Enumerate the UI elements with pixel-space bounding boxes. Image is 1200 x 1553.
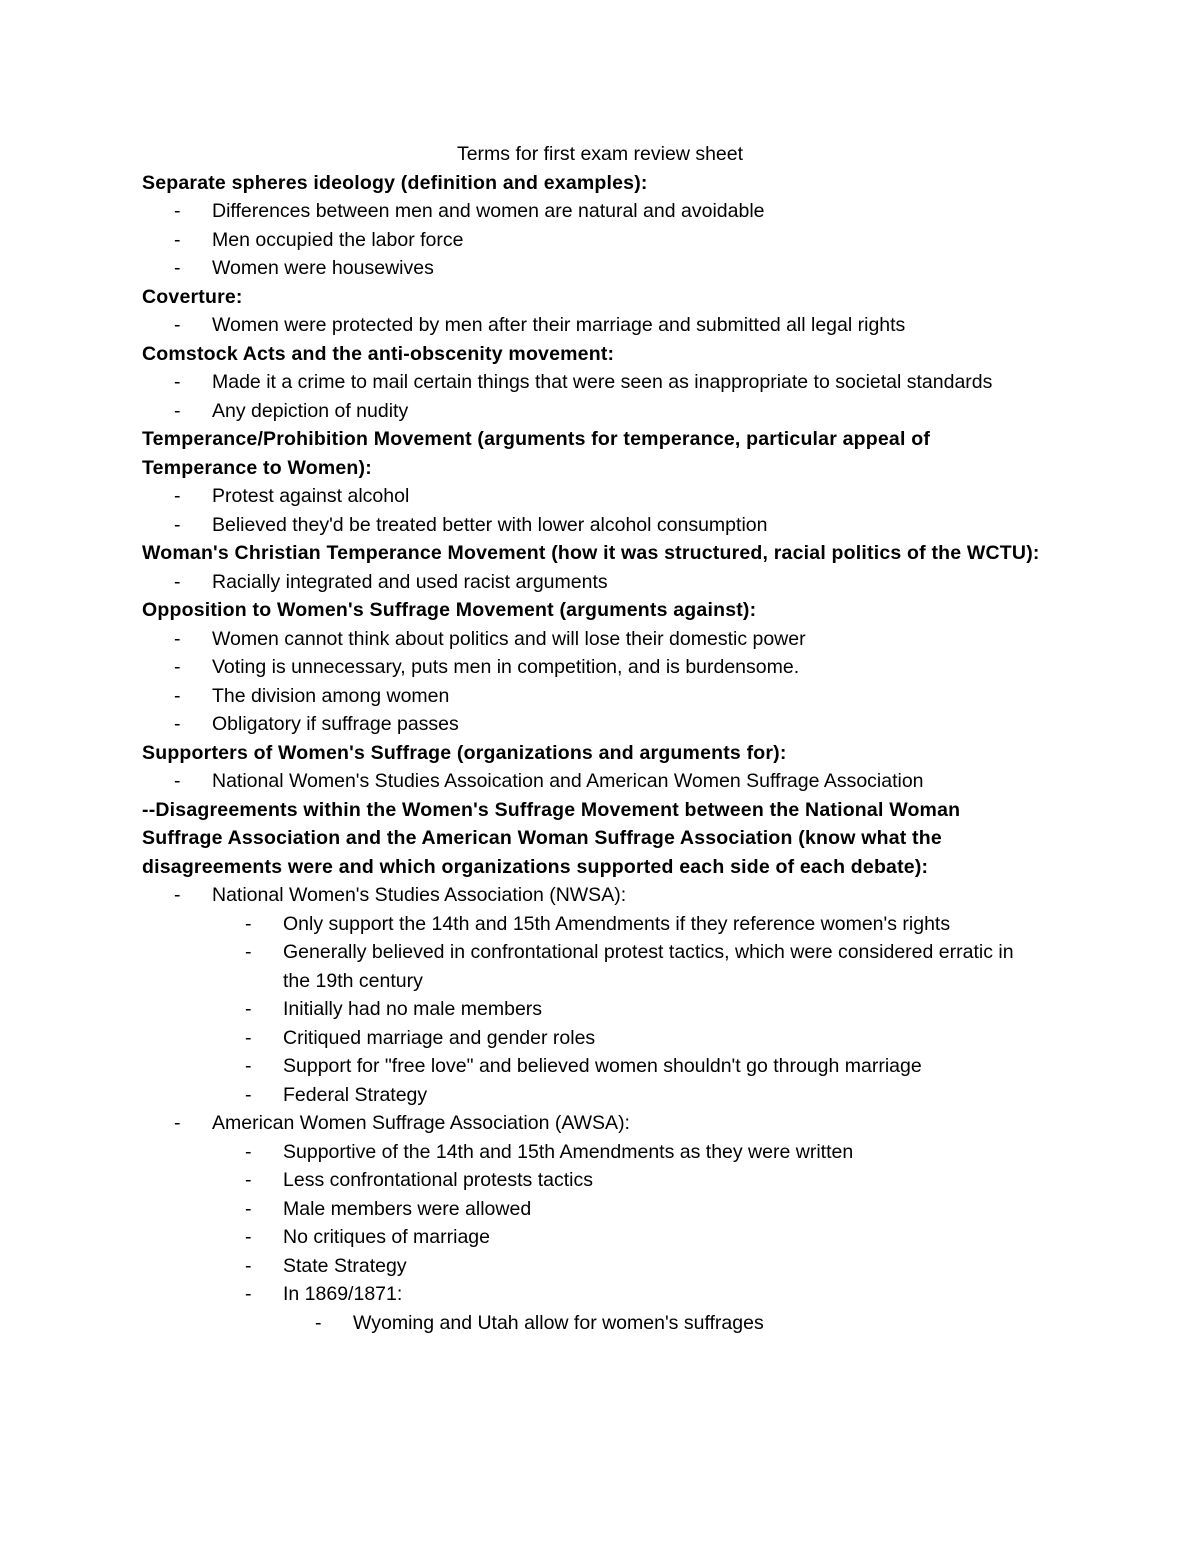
list-item-text: Any depiction of nudity xyxy=(212,399,409,422)
dash-bullet: - xyxy=(174,228,181,251)
dash-bullet: - xyxy=(245,1197,252,1220)
document-body xyxy=(142,140,1042,1337)
dash-bullet: - xyxy=(174,314,181,336)
list-item-text: Women cannot think about politics and will lose their domestic power xyxy=(212,627,806,650)
document-title: Terms for first exam review sheet xyxy=(456,143,744,165)
dash-bullet: - xyxy=(245,912,252,935)
list-item-text: The division among women xyxy=(212,684,450,707)
bullet-list xyxy=(142,368,1042,425)
dash-bullet: - xyxy=(245,1055,252,1077)
dash-bullet: - xyxy=(174,684,181,707)
dash-bullet: - xyxy=(245,1169,252,1191)
list-item xyxy=(142,397,1042,426)
dash-bullet: - xyxy=(245,1254,252,1277)
bullet-list xyxy=(142,767,1042,796)
dash-bullet: - xyxy=(174,884,181,906)
list-item xyxy=(142,910,1042,939)
list-item-text: Federal Strategy xyxy=(283,1083,428,1106)
list-item-text: Wyoming and Utah allow for women's suffrages xyxy=(353,1311,764,1334)
dash-bullet: - xyxy=(174,485,181,507)
dash-bullet: - xyxy=(245,1026,252,1049)
dash-bullet: - xyxy=(245,941,252,963)
list-item-text: Protest against alcohol xyxy=(212,485,410,507)
list-item xyxy=(142,995,1042,1024)
list-item xyxy=(142,881,1042,910)
list-item-text: Differences between men and women are natural and avoidable xyxy=(212,200,765,222)
list-item xyxy=(142,682,1042,711)
dash-bullet: - xyxy=(174,713,181,735)
list-item xyxy=(142,1138,1042,1167)
list-item xyxy=(142,1166,1042,1195)
dash-bullet: - xyxy=(174,399,181,422)
list-item xyxy=(142,1052,1042,1081)
list-item xyxy=(142,197,1042,226)
list-item xyxy=(142,1081,1042,1110)
dash-bullet: - xyxy=(245,1083,252,1106)
dash-bullet: - xyxy=(245,1140,252,1163)
section-heading: Supporters of Women's Suffrage (organizations and arguments for): xyxy=(142,741,787,764)
list-item-text: National Women's Studies Assoication and American Women Suffrage Association xyxy=(212,770,924,792)
list-item-text: Only support the 14th and 15th Amendments if they reference women's rights xyxy=(283,912,951,935)
list-item-text: Generally believed in confrontational protest tactics, which were considered erratic in the 19th century xyxy=(283,941,1014,992)
section-heading: Comstock Acts and the anti-obscenity movement: xyxy=(142,342,615,365)
list-item-text: No critiques of marriage xyxy=(283,1226,490,1248)
list-item xyxy=(142,1280,1042,1309)
list-item-text: Women were housewives xyxy=(212,257,434,279)
dash-bullet: - xyxy=(245,1283,252,1305)
dash-bullet: - xyxy=(174,770,181,792)
list-item-text: In 1869/1871: xyxy=(283,1283,403,1305)
bullet-list xyxy=(142,881,1042,1337)
list-item xyxy=(142,1223,1042,1252)
dash-bullet: - xyxy=(174,570,181,593)
list-item-text: Women were protected by men after their marriage and submitted all legal rights xyxy=(212,314,906,336)
list-item-text: Believed they'd be treated better with lower alcohol consumption xyxy=(212,513,768,536)
list-item-text: Critiqued marriage and gender roles xyxy=(283,1026,596,1049)
dash-bullet: - xyxy=(174,513,181,536)
dash-bullet: - xyxy=(245,998,252,1020)
section-heading: Separate spheres ideology (definition and examples): xyxy=(142,171,648,194)
list-item xyxy=(142,1024,1042,1053)
list-item xyxy=(142,1252,1042,1281)
list-item-text: Racially integrated and used racist arguments xyxy=(212,570,608,593)
list-item xyxy=(142,767,1042,796)
list-item xyxy=(142,1195,1042,1224)
list-item xyxy=(142,511,1042,540)
dash-bullet: - xyxy=(174,200,181,222)
section-heading: --Disagreements within the Women's Suffrage Movement between the National Woman Suffrage Association and the American Woman Suffrage Association (know what the disagreements were and which organizations supported each side of each debate): xyxy=(142,798,961,878)
dash-bullet: - xyxy=(174,371,181,393)
dash-bullet: - xyxy=(174,656,181,678)
bullet-list xyxy=(142,568,1042,597)
list-item xyxy=(142,710,1042,739)
list-item xyxy=(142,311,1042,340)
list-item xyxy=(142,568,1042,597)
list-item-text: Obligatory if suffrage passes xyxy=(212,713,459,735)
list-item xyxy=(142,938,1042,995)
list-item-text: Less confrontational protests tactics xyxy=(283,1169,593,1191)
list-item-text: National Women's Studies Association (NWSA): xyxy=(212,884,627,906)
list-item-text: Supportive of the 14th and 15th Amendments as they were written xyxy=(283,1140,854,1163)
list-item xyxy=(142,226,1042,255)
bullet-list xyxy=(142,197,1042,283)
list-item xyxy=(142,1109,1042,1138)
bullet-list xyxy=(142,311,1042,340)
list-item-text: Voting is unnecessary, puts men in competition, and is burdensome. xyxy=(212,656,800,678)
dash-bullet: - xyxy=(315,1311,322,1334)
dash-bullet: - xyxy=(174,1112,181,1134)
dash-bullet: - xyxy=(174,627,181,650)
list-item xyxy=(142,368,1042,397)
list-item xyxy=(142,482,1042,511)
section-heading: Coverture: xyxy=(142,285,243,308)
list-item-text: Initially had no male members xyxy=(283,998,543,1020)
list-item-text: Male members were allowed xyxy=(283,1197,532,1220)
section-heading: Woman's Christian Temperance Movement (how it was structured, racial politics of the WCTU): xyxy=(142,542,1040,564)
section-heading: Opposition to Women's Suffrage Movement (arguments against): xyxy=(142,599,757,621)
dash-bullet: - xyxy=(174,257,181,279)
list-item-text: American Women Suffrage Association (AWSA): xyxy=(212,1112,630,1134)
list-item xyxy=(142,1309,1042,1338)
dash-bullet: - xyxy=(245,1226,252,1248)
bullet-list xyxy=(142,482,1042,539)
list-item-text: State Strategy xyxy=(283,1254,407,1277)
list-item-text: Support for "free love" and believed women shouldn't go through marriage xyxy=(283,1055,922,1077)
sections-container xyxy=(142,169,1042,1338)
section-heading: Temperance/Prohibition Movement (arguments for temperance, particular appeal of Temperance to Women): xyxy=(142,428,931,479)
list-item xyxy=(142,254,1042,283)
bullet-list xyxy=(142,625,1042,739)
list-item-text: Made it a crime to mail certain things that were seen as inappropriate to societal standards xyxy=(212,371,993,393)
list-item xyxy=(142,625,1042,654)
list-item xyxy=(142,653,1042,682)
list-item-text: Men occupied the labor force xyxy=(212,228,464,251)
